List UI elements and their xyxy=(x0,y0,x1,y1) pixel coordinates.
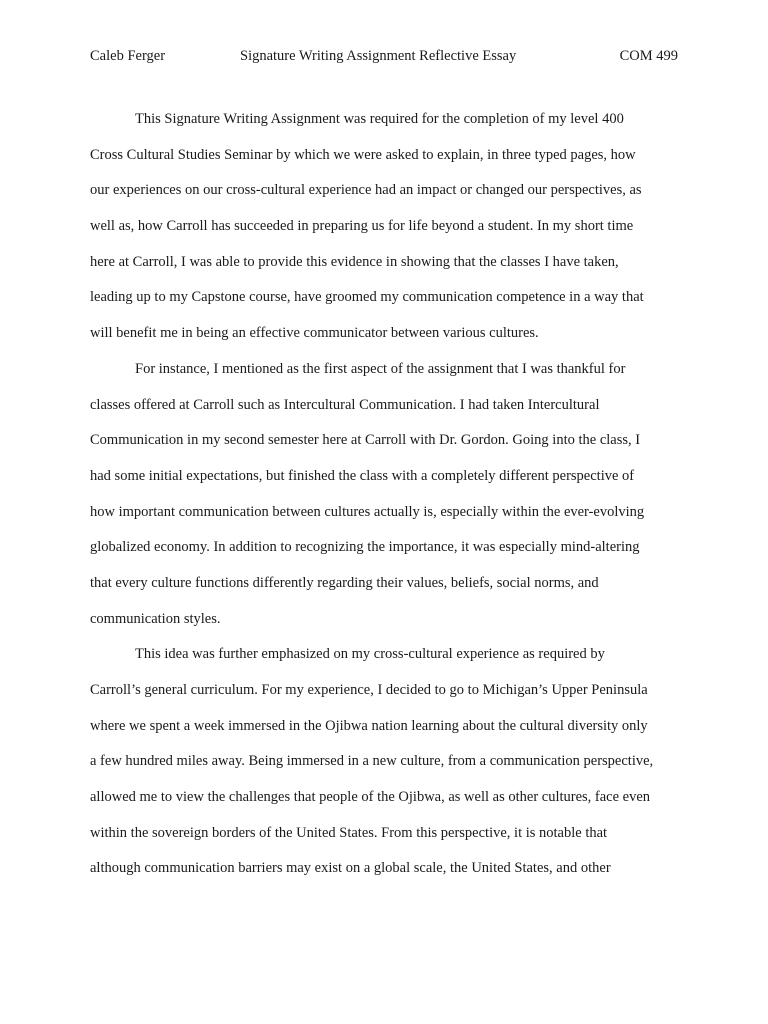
text-line: although communication barriers may exist on a global scale, the United States, and other xyxy=(90,860,611,877)
text-line: This idea was further emphasized on my cross-cultural experience as required by xyxy=(135,646,605,663)
text-line: well as, how Carroll has succeeded in preparing us for life beyond a student. In my short time xyxy=(90,218,634,235)
text-line: within the sovereign borders of the United States. From this perspective, it is notable that xyxy=(90,824,608,841)
header-author: Caleb Ferger xyxy=(90,48,166,64)
page-header xyxy=(90,46,680,66)
text-line: This Signature Writing Assignment was required for the completion of my level 400 xyxy=(135,111,624,127)
text-line: For instance, I mentioned as the first aspect of the assignment that I was thankful for xyxy=(135,360,626,377)
text-line: allowed me to view the challenges that people of the Ojibwa, as well as other cultures, face even xyxy=(90,789,651,806)
text-line: leading up to my Capstone course, have groomed my communication competence in a way that xyxy=(90,289,644,306)
text-line: where we spent a week immersed in the Ojibwa nation learning about the cultural diversity only xyxy=(90,717,648,734)
text-line: Communication in my second semester here at Carroll with Dr. Gordon. Going into the class, I xyxy=(90,432,641,449)
header-title: Signature Writing Assignment Reflective Essay xyxy=(240,48,517,64)
text-line: will benefit me in being an effective communicator between various cultures. xyxy=(90,325,539,342)
text-line: had some initial expectations, but finished the class with a completely different perspective of xyxy=(90,467,635,484)
text-line: Carroll’s general curriculum. For my experience, I decided to go to Michigan’s Upper Peninsula xyxy=(90,682,648,698)
text-line: our experiences on our cross-cultural experience had an impact or changed our perspectives, as xyxy=(90,182,642,199)
text-line: communication styles. xyxy=(90,610,221,627)
text-line: globalized economy. In addition to recognizing the importance, it was especially mind-altering xyxy=(90,539,640,556)
text-line: classes offered at Carroll such as Intercultural Communication. I had taken Intercultural xyxy=(90,396,600,413)
text-line: how important communication between cultures actually is, especially within the ever-evolving xyxy=(90,503,645,520)
text-line: that every culture functions differently regarding their values, beliefs, social norms, and xyxy=(90,574,599,591)
essay-body xyxy=(90,102,690,887)
header-course: COM 499 xyxy=(619,48,678,64)
text-line: a few hundred miles away. Being immersed in a new culture, from a communication perspective, xyxy=(90,753,654,770)
text-line: here at Carroll, I was able to provide this evidence in showing that the classes I have taken, xyxy=(90,253,619,270)
text-line: Cross Cultural Studies Seminar by which we were asked to explain, in three typed pages, how xyxy=(90,146,636,163)
